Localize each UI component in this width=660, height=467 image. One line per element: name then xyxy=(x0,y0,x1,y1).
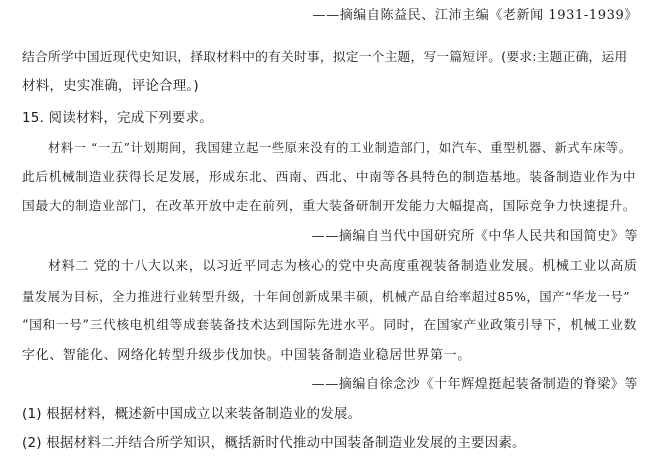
top-source-citation: ——摘编自陈益民、江沛主编《老新闻 1931-1939》 xyxy=(312,8,638,23)
q14-task-line-1: 结合所学中国近现代史知识，择取材料中的有关时事，拟定一个主题，写一篇短评。(要求:主题正确，运用 xyxy=(22,50,628,65)
question-2: (2) 根据材料二并结合所学知识，概括新时代推动中国装备制造业发展的主要因素。 xyxy=(22,435,526,451)
material1-line-3: 国最大的制造业部门，在改革开放中走在前列，重大装备研制开发能力大幅提高，国际竞争力快速提升。 xyxy=(22,199,637,214)
material1-source: ——摘编自当代中国研究所《中华人民共和国简史》等 xyxy=(311,229,638,244)
question-1: (1) 根据材料，概述新中国成立以来装备制造业的发展。 xyxy=(22,406,362,422)
material1-line-2: 此后机械制造业获得长足发展，形成东北、西南、西北、中南等各具特色的制造基地。装备制造业作为中 xyxy=(22,170,637,185)
material2-line-2: 量发展为目标，全力推进行业转型升级，十年间创新成果丰硕，机械产品自给率超过85%，国产“华龙一号” xyxy=(22,290,631,304)
material2-line-1: 材料二 党的十八大以来，以习近平同志为核心的党中央高度重视装备制造业发展。机械工业以高质 xyxy=(48,259,638,274)
q15-heading: 15. 阅读材料，完成下列要求。 xyxy=(22,110,213,126)
q14-task-line-2: 材料，史实准确，评论合理。) xyxy=(22,78,199,94)
material2-source: ——摘编自徐念沙《十年辉煌挺起装备制造的脊梁》等 xyxy=(311,377,638,392)
material2-line-4: 字化、智能化、网络化转型升级步伐加快。中国装备制造业稳居世界第一。 xyxy=(22,348,471,363)
material2-line-3: “国和一号”三代核电机组等成套装备技术达到国际先进水平。同时，在国家产业政策引导下，机械工业数 xyxy=(22,318,637,333)
material1-line-1: 材料一 “一五”计划期间，我国建立起一些原来没有的工业制造部门，如汽车、重型机器、新式车床等。 xyxy=(48,141,632,155)
